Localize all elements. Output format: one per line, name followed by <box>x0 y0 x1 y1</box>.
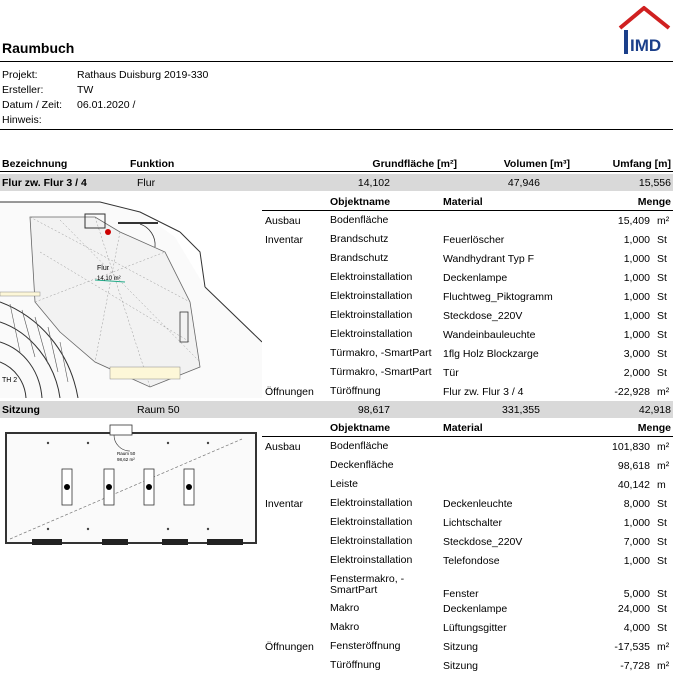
item-menge: 1,000 <box>623 517 650 529</box>
item-einheit: St <box>657 536 667 548</box>
item-material: Lichtschalter <box>443 517 502 529</box>
item-group: Ausbau <box>265 441 301 453</box>
item-objektname: Elektroinstallation <box>330 328 413 340</box>
item-material: Steckdose_220V <box>443 536 523 548</box>
sub-header-material: Material <box>443 196 483 208</box>
meta-divider <box>0 129 673 130</box>
item-material: Flur zw. Flur 3 / 4 <box>443 386 524 398</box>
item-objektname: Brandschutz <box>330 252 389 264</box>
item-einheit: m² <box>657 460 670 472</box>
item-einheit: St <box>657 555 667 567</box>
item-objektname: Elektroinstallation <box>330 271 413 283</box>
item-menge: 7,000 <box>623 536 650 548</box>
item-objektname: Elektroinstallation <box>330 309 413 321</box>
item-menge: 1,000 <box>623 272 650 284</box>
item-einheit: St <box>657 310 667 322</box>
room-umfang: 42,918 <box>638 404 671 416</box>
item-menge: 1,000 <box>623 291 650 303</box>
item-group: Inventar <box>265 498 303 510</box>
sub-header-menge: Menge <box>637 422 671 434</box>
item-objektname: Türöffnung <box>330 385 381 397</box>
sub-header-divider <box>262 210 673 211</box>
item-einheit: St <box>657 517 667 529</box>
item-material: Deckenleuchte <box>443 498 513 510</box>
item-menge: 15,409 <box>617 215 650 227</box>
meta-value-projekt: Rathaus Duisburg 2019-330 <box>77 69 209 81</box>
item-objektname: Fenstermakro, - SmartPart <box>330 573 405 596</box>
item-einheit: St <box>657 348 667 360</box>
item-menge: -22,928 <box>614 386 650 398</box>
imd-logo <box>616 4 673 56</box>
sub-header-material: Material <box>443 422 483 434</box>
item-menge: 101,830 <box>612 441 650 453</box>
plan-label-area: 14,10 m² <box>97 276 121 282</box>
item-einheit: St <box>657 603 667 615</box>
item-material: Fluchtweg_Piktogramm <box>443 291 553 303</box>
item-material: Deckenlampe <box>443 272 508 284</box>
item-material: Deckenlampe <box>443 603 508 615</box>
item-einheit: m² <box>657 441 670 453</box>
item-group: Öffnungen <box>265 641 314 653</box>
room-name: Flur zw. Flur 3 / 4 <box>2 177 87 189</box>
item-einheit: St <box>657 622 667 634</box>
item-menge: -17,535 <box>614 641 650 653</box>
item-menge: 1,000 <box>623 310 650 322</box>
meta-value-datum: 06.01.2020 / <box>77 99 136 111</box>
item-menge: 8,000 <box>623 498 650 510</box>
col-header-grundflaeche: Grundfläche [m²] <box>372 158 457 170</box>
meta-label-projekt: Projekt: <box>2 69 38 81</box>
item-einheit: St <box>657 498 667 510</box>
meta-label-hinweis: Hinweis: <box>2 114 42 126</box>
item-einheit: m <box>657 479 666 491</box>
item-menge: 24,000 <box>617 603 650 615</box>
meta-label-datum: Datum / Zeit: <box>2 99 63 111</box>
item-objektname: Türöffnung <box>330 659 381 671</box>
room-grundflaeche: 14,102 <box>357 177 390 189</box>
item-menge: 98,618 <box>617 460 650 472</box>
floor-plan-flur <box>0 192 262 398</box>
item-menge: 3,000 <box>623 348 650 360</box>
item-einheit: St <box>657 329 667 341</box>
room-name: Sitzung <box>2 404 40 416</box>
item-menge: -7,728 <box>620 660 650 672</box>
item-material: Telefondose <box>443 555 500 567</box>
item-objektname: Makro <box>330 602 360 614</box>
item-einheit: m² <box>657 386 670 398</box>
room-grundflaeche: 98,617 <box>357 404 390 416</box>
item-objektname: Brandschutz <box>330 233 389 245</box>
item-objektname: Bodenfläche <box>330 214 389 226</box>
item-einheit: St <box>657 272 667 284</box>
item-objektname: Elektroinstallation <box>330 290 413 302</box>
item-group: Öffnungen <box>265 386 314 398</box>
item-einheit: m² <box>657 660 670 672</box>
col-header-bezeichnung: Bezeichnung <box>2 158 68 170</box>
meta-value-ersteller: TW <box>77 84 94 96</box>
room-umfang: 15,556 <box>638 177 671 189</box>
room-volumen: 331,355 <box>502 404 540 416</box>
logo-text: IMD <box>630 36 662 55</box>
item-menge: 1,000 <box>623 234 650 246</box>
item-objektname: Elektroinstallation <box>330 516 413 528</box>
sub-header-menge: Menge <box>637 196 671 208</box>
meta-label-ersteller: Ersteller: <box>2 84 44 96</box>
item-einheit: St <box>657 588 667 600</box>
item-objektname: Elektroinstallation <box>330 535 413 547</box>
item-group: Inventar <box>265 234 303 246</box>
item-menge: 1,000 <box>623 555 650 567</box>
item-einheit: St <box>657 234 667 246</box>
plan-label-stair: TH 2 <box>2 377 18 384</box>
item-objektname: Elektroinstallation <box>330 554 413 566</box>
page-title: Raumbuch <box>2 40 75 56</box>
item-material: Sitzung <box>443 641 479 653</box>
plan-label-area: 98,62 m² <box>117 457 135 462</box>
item-material: 1flg Holz Blockzarge <box>443 348 539 360</box>
item-objektname: Bodenfläche <box>330 440 389 452</box>
plan-label-room: Raum 50 <box>117 451 136 456</box>
item-einheit: St <box>657 253 667 265</box>
title-divider <box>0 61 673 62</box>
item-group: Ausbau <box>265 215 301 227</box>
item-material: Steckdose_220V <box>443 310 523 322</box>
item-einheit: St <box>657 367 667 379</box>
col-header-volumen: Volumen [m³] <box>503 158 570 170</box>
item-material: Tür <box>443 367 459 379</box>
item-menge: 2,000 <box>623 367 650 379</box>
item-material: Lüftungsgitter <box>443 622 507 634</box>
item-einheit: St <box>657 291 667 303</box>
item-objektname: Türmakro, -SmartPart <box>330 347 432 359</box>
floor-plan-sitzung <box>2 421 260 549</box>
item-einheit: m² <box>657 641 670 653</box>
header-divider <box>0 171 673 172</box>
item-objektname: Leiste <box>330 478 359 490</box>
sub-header-objektname: Objektname <box>330 196 391 208</box>
room-funktion: Raum 50 <box>137 404 180 416</box>
item-objektname: Türmakro, -SmartPart <box>330 366 432 378</box>
item-einheit: m² <box>657 215 670 227</box>
item-material: Feuerlöscher <box>443 234 505 246</box>
item-menge: 4,000 <box>623 622 650 634</box>
item-menge: 5,000 <box>623 588 650 600</box>
room-funktion: Flur <box>137 177 156 189</box>
item-material: Fenster <box>443 588 479 600</box>
item-material: Wandeinbauleuchte <box>443 329 536 341</box>
room-volumen: 47,946 <box>507 177 540 189</box>
item-objektname: Deckenfläche <box>330 459 394 471</box>
sub-header-objektname: Objektname <box>330 422 391 434</box>
item-menge: 1,000 <box>623 329 650 341</box>
col-header-umfang: Umfang [m] <box>612 158 671 170</box>
item-material: Wandhydrant Typ F <box>443 253 535 265</box>
sub-header-divider <box>262 436 673 437</box>
item-objektname: Makro <box>330 621 360 633</box>
item-material: Sitzung <box>443 660 479 672</box>
item-menge: 40,142 <box>617 479 650 491</box>
plan-label-room: Flur <box>97 265 110 272</box>
item-menge: 1,000 <box>623 253 650 265</box>
item-objektname: Fensteröffnung <box>330 640 401 652</box>
item-objektname: Elektroinstallation <box>330 497 413 509</box>
col-header-funktion: Funktion <box>130 158 175 170</box>
